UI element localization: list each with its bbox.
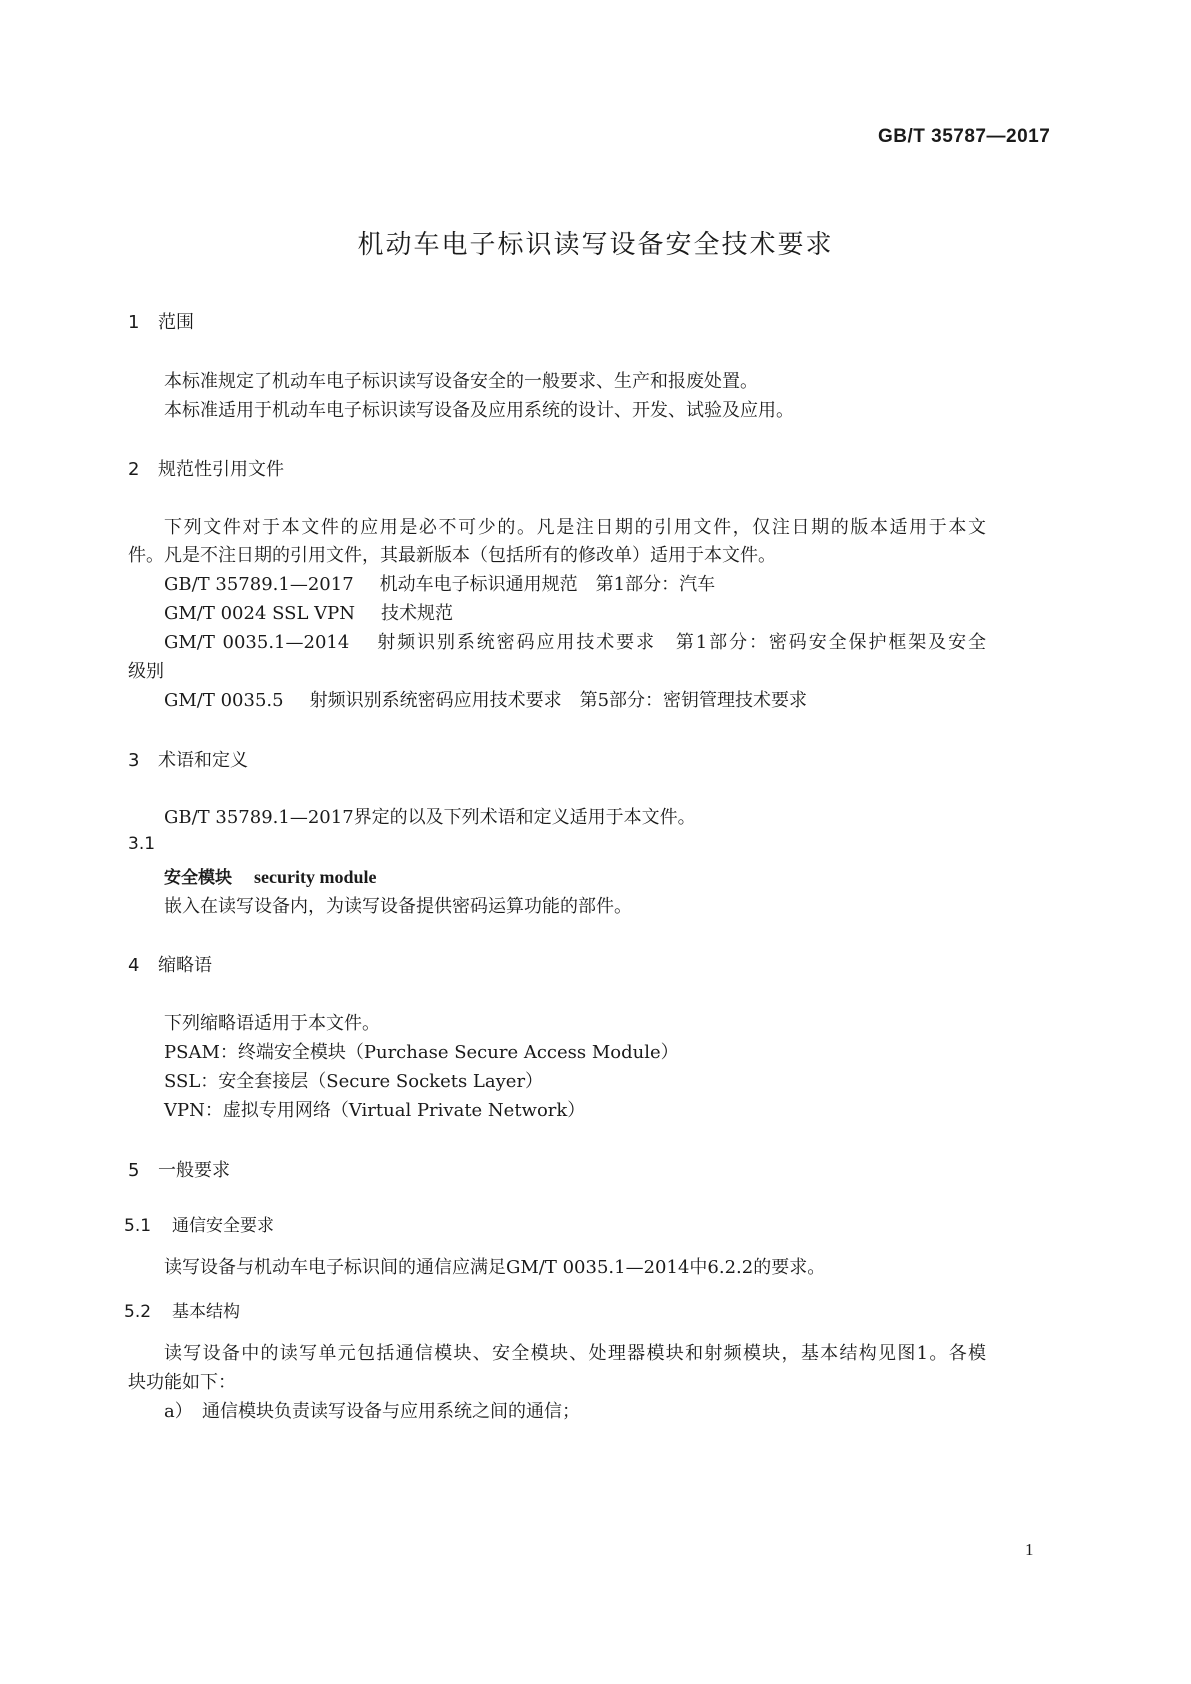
- page-number: 1: [1025, 1540, 1034, 1559]
- normative-intro-line-2: 件。凡是不注日期的引用文件，其最新版本（包括所有的修改单）适用于本文件。: [128, 545, 776, 566]
- section-title: 一般要求: [158, 1160, 230, 1181]
- list-item-a: [164, 1397, 580, 1423]
- section-1-heading: [128, 308, 194, 334]
- subsection-5-2-heading: [124, 1297, 240, 1322]
- section-number: 3: [128, 750, 140, 771]
- section-number: 1: [128, 312, 140, 333]
- subsection-title: 通信安全要求: [172, 1216, 274, 1236]
- section-number: 2: [128, 459, 140, 480]
- abbreviation-item: VPN：虚拟专用网络（Virtual Private Network）: [164, 1100, 586, 1121]
- scope-paragraph-2: 本标准适用于机动车电子标识读写设备及应用系统的设计、开发、试验及应用。: [164, 400, 794, 421]
- section-title: 范围: [158, 312, 194, 333]
- reference-title: 技术规范: [381, 603, 454, 624]
- reference-title: 射频识别系统密码应用技术要求 第5部分：密钥管理技术要求: [309, 690, 808, 711]
- term-number: 3.1: [128, 834, 156, 854]
- abbreviation-item: PSAM：终端安全模块（Purchase Secure Access Module）: [164, 1042, 679, 1063]
- normative-intro-line-1: 下列文件对于本文件的应用是必不可少的。凡是注日期的引用文件，仅注日期的版本适用于本文: [164, 517, 986, 538]
- standard-number: GB/T 35787—2017: [878, 126, 1051, 147]
- reference-code: GB/T 35789.1—2017: [164, 574, 354, 595]
- list-marker: a）: [164, 1401, 193, 1422]
- section-2-heading: [128, 455, 284, 481]
- reference-code: GM/T 0035.5: [164, 690, 284, 711]
- reference-item: [164, 628, 986, 654]
- section-title: 术语和定义: [158, 750, 248, 771]
- reference-code: GM/T 0024 SSL VPN: [164, 603, 356, 624]
- subsection-number: 5.1: [124, 1216, 152, 1236]
- subsection-title: 基本结构: [172, 1302, 240, 1322]
- section-5-heading: [128, 1156, 230, 1182]
- list-item-text: 通信模块负责读写设备与应用系统之间的通信；: [202, 1401, 580, 1422]
- reference-item: [164, 599, 453, 625]
- section-4-heading: [128, 951, 212, 977]
- section-3-heading: [128, 746, 248, 772]
- abbreviations-intro: 下列缩略语适用于本文件。: [164, 1013, 380, 1034]
- term-definition: 嵌入在读写设备内，为读写设备提供密码运算功能的部件。: [164, 896, 632, 917]
- section-number: 4: [128, 955, 140, 976]
- reference-title-continuation: 级别: [128, 661, 164, 682]
- communication-requirement: 读写设备与机动车电子标识间的通信应满足GM/T 0035.1—2014中6.2.2的要求。: [164, 1257, 826, 1278]
- abbreviation-item: SSL：安全套接层（Secure Sockets Layer）: [164, 1071, 544, 1092]
- scope-paragraph-1: 本标准规定了机动车电子标识读写设备安全的一般要求、生产和报废处置。: [164, 371, 758, 392]
- term-name-chinese: 安全模块: [164, 868, 232, 888]
- section-number: 5: [128, 1160, 140, 1181]
- subsection-5-1-heading: [124, 1211, 274, 1236]
- structure-text-line-1: 读写设备中的读写单元包括通信模块、安全模块、处理器模块和射频模块，基本结构见图1。各模: [164, 1343, 986, 1364]
- section-title: 缩略语: [158, 955, 212, 976]
- reference-title: 射频识别系统密码应用技术要求 第1部分：密码安全保护框架及安全: [375, 632, 986, 653]
- term-entry: [164, 863, 376, 888]
- structure-text-line-2: 块功能如下：: [128, 1372, 236, 1393]
- term-name-english: security module: [254, 867, 377, 887]
- terms-intro: GB/T 35789.1—2017界定的以及下列术语和定义适用于本文件。: [164, 807, 696, 828]
- reference-code: GM/T 0035.1—2014: [164, 632, 350, 653]
- document-title: 机动车电子标识读写设备安全技术要求: [357, 230, 834, 260]
- reference-title: 机动车电子标识通用规范 第1部分：汽车: [379, 574, 716, 595]
- section-title: 规范性引用文件: [158, 459, 284, 480]
- reference-item: [164, 686, 807, 712]
- subsection-number: 5.2: [124, 1302, 152, 1322]
- reference-item: [164, 570, 715, 596]
